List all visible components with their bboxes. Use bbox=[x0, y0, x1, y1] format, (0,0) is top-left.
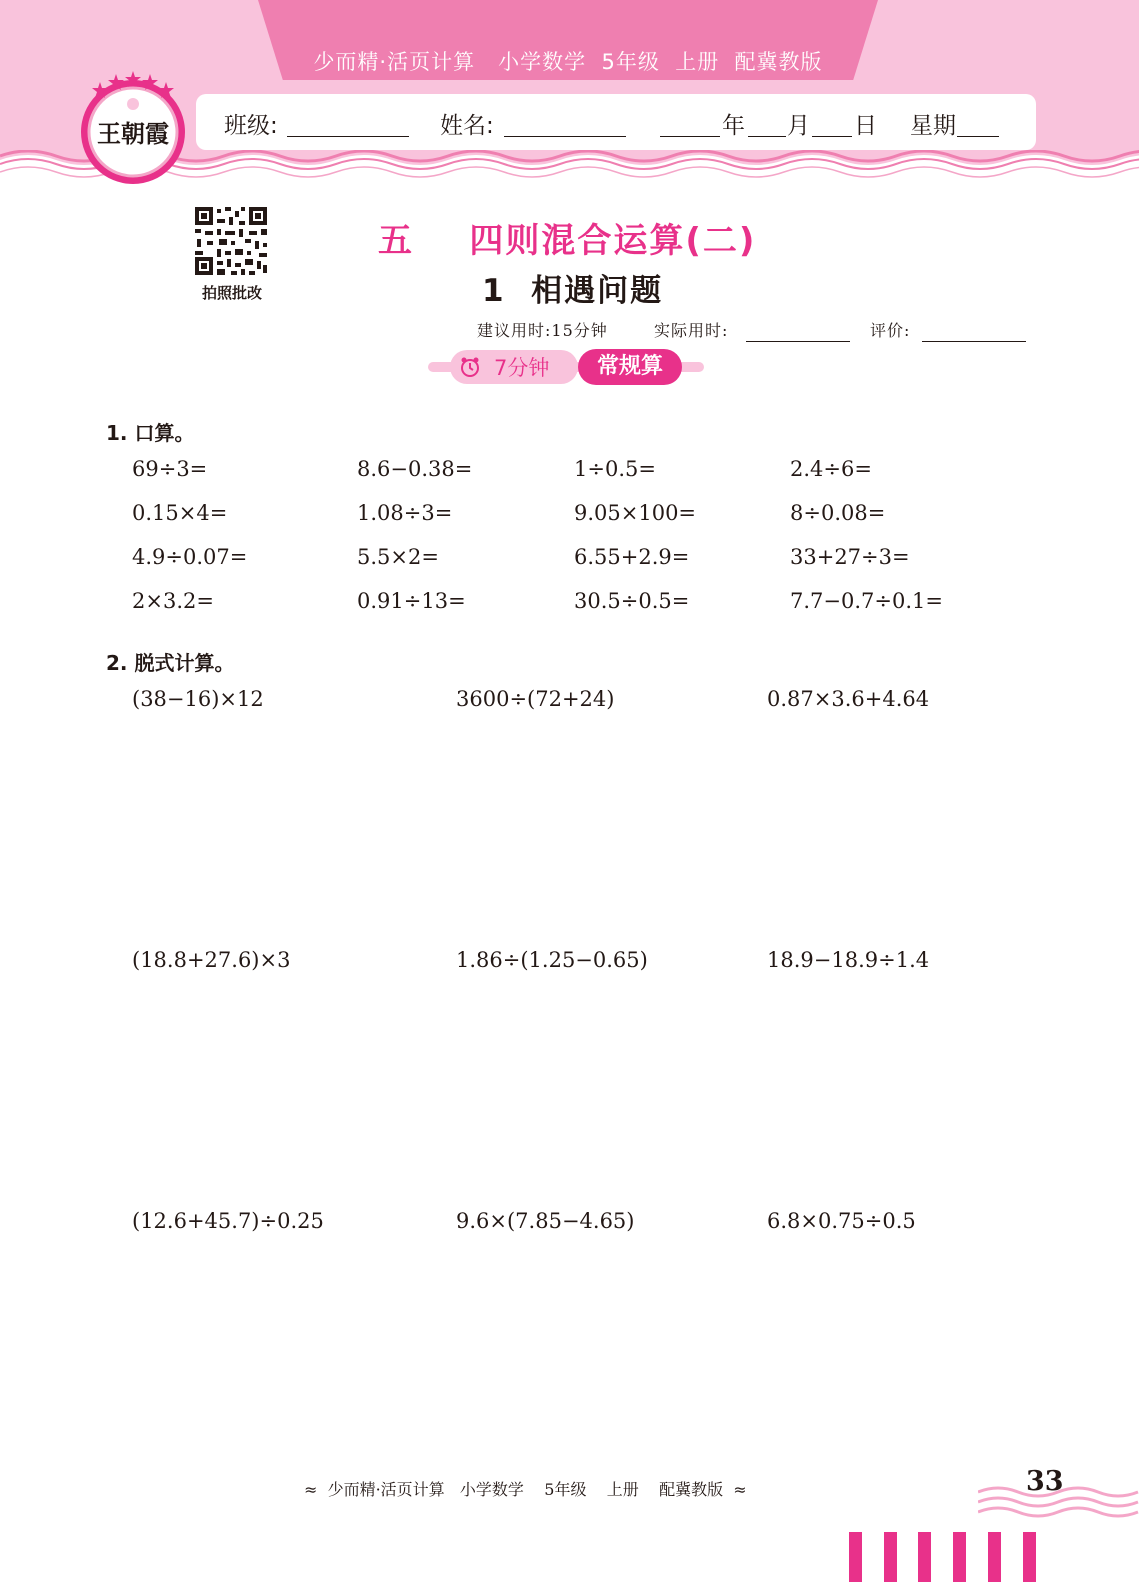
question-1-heading: 1. 口算。 bbox=[106, 421, 195, 445]
class-label: 班级: bbox=[224, 113, 278, 139]
weekday-blank[interactable] bbox=[957, 136, 999, 137]
oral-problem: 2×3.2= bbox=[132, 589, 214, 613]
day-blank[interactable] bbox=[812, 136, 852, 137]
evaluation-label: 评价: bbox=[870, 321, 911, 340]
oral-problem: 7.7−0.7÷0.1= bbox=[790, 589, 943, 613]
name-blank[interactable] bbox=[504, 136, 626, 137]
stepwise-problem: 6.8×0.75÷0.5 bbox=[767, 1209, 916, 1233]
alarm-clock-icon bbox=[459, 356, 481, 378]
qr-caption: 拍照批改 bbox=[201, 284, 262, 302]
footer-stripe bbox=[988, 1532, 1001, 1582]
actual-time-blank[interactable] bbox=[746, 341, 850, 342]
footer-stripe bbox=[953, 1532, 966, 1582]
stepwise-problem: 9.6×(7.85−4.65) bbox=[456, 1209, 635, 1233]
actual-time-label: 实际用时: bbox=[654, 321, 729, 340]
weekday-label: 星期 bbox=[910, 113, 956, 139]
footer-stripe bbox=[1023, 1532, 1036, 1582]
logo-text: 王朝霞 bbox=[97, 119, 169, 148]
footer-stripe bbox=[918, 1532, 931, 1582]
oral-problem: 5.5×2= bbox=[357, 545, 439, 569]
month-blank[interactable] bbox=[748, 136, 786, 137]
series-title: 少而精·活页计算 小学数学 5年级 上册 配冀教版 bbox=[313, 50, 823, 74]
oral-problem: 8÷0.08= bbox=[790, 501, 886, 525]
year-label: 年 bbox=[722, 113, 745, 139]
year-blank[interactable] bbox=[660, 136, 720, 137]
stepwise-problem: 18.9−18.9÷1.4 bbox=[767, 948, 930, 972]
question-2-heading: 2. 脱式计算。 bbox=[106, 651, 235, 675]
footer-stripe bbox=[884, 1532, 897, 1582]
stepwise-problem: (18.8+27.6)×3 bbox=[132, 948, 291, 972]
day-label: 日 bbox=[854, 113, 877, 139]
oral-problem: 4.9÷0.07= bbox=[132, 545, 248, 569]
qr-code-icon[interactable] bbox=[193, 205, 269, 277]
lesson-title: 1 相遇问题 bbox=[482, 273, 664, 309]
footer-stripe bbox=[849, 1532, 862, 1582]
oral-problem: 30.5÷0.5= bbox=[574, 589, 690, 613]
badge-type: 常规算 bbox=[578, 349, 682, 385]
oral-problem: 8.6−0.38= bbox=[357, 457, 473, 481]
class-blank[interactable] bbox=[287, 136, 409, 137]
suggested-time: 建议用时:15分钟 bbox=[477, 321, 608, 340]
oral-problem: 9.05×100= bbox=[574, 501, 697, 525]
badge-time-text: 7分钟 bbox=[494, 356, 550, 380]
month-label: 月 bbox=[787, 113, 810, 139]
oral-problem: 33+27÷3= bbox=[790, 545, 910, 569]
stepwise-problem: 3600÷(72+24) bbox=[456, 687, 615, 711]
oral-problem: 6.55+2.9= bbox=[574, 545, 690, 569]
stepwise-problem: (38−16)×12 bbox=[132, 687, 264, 711]
oral-problem: 1÷0.5= bbox=[574, 457, 656, 481]
oral-problem: 0.15×4= bbox=[132, 501, 228, 525]
stepwise-problem: 1.86÷(1.25−0.65) bbox=[456, 948, 648, 972]
oral-problem: 2.4÷6= bbox=[790, 457, 872, 481]
publisher-logo bbox=[78, 70, 188, 190]
unit-title: 五 四则混合运算(二) bbox=[378, 221, 757, 261]
evaluation-blank[interactable] bbox=[922, 341, 1026, 342]
stepwise-problem: 0.87×3.6+4.64 bbox=[767, 687, 930, 711]
oral-problem: 69÷3= bbox=[132, 457, 208, 481]
name-label: 姓名: bbox=[440, 113, 494, 139]
stepwise-problem: (12.6+45.7)÷0.25 bbox=[132, 1209, 324, 1233]
oral-problem: 0.91÷13= bbox=[357, 589, 466, 613]
oral-problem: 1.08÷3= bbox=[357, 501, 453, 525]
footer-series-text: ≈ 少而精·活页计算 小学数学 5年级 上册 配冀教版 ≈ bbox=[304, 1480, 747, 1499]
page-number: 33 bbox=[1026, 1466, 1064, 1497]
